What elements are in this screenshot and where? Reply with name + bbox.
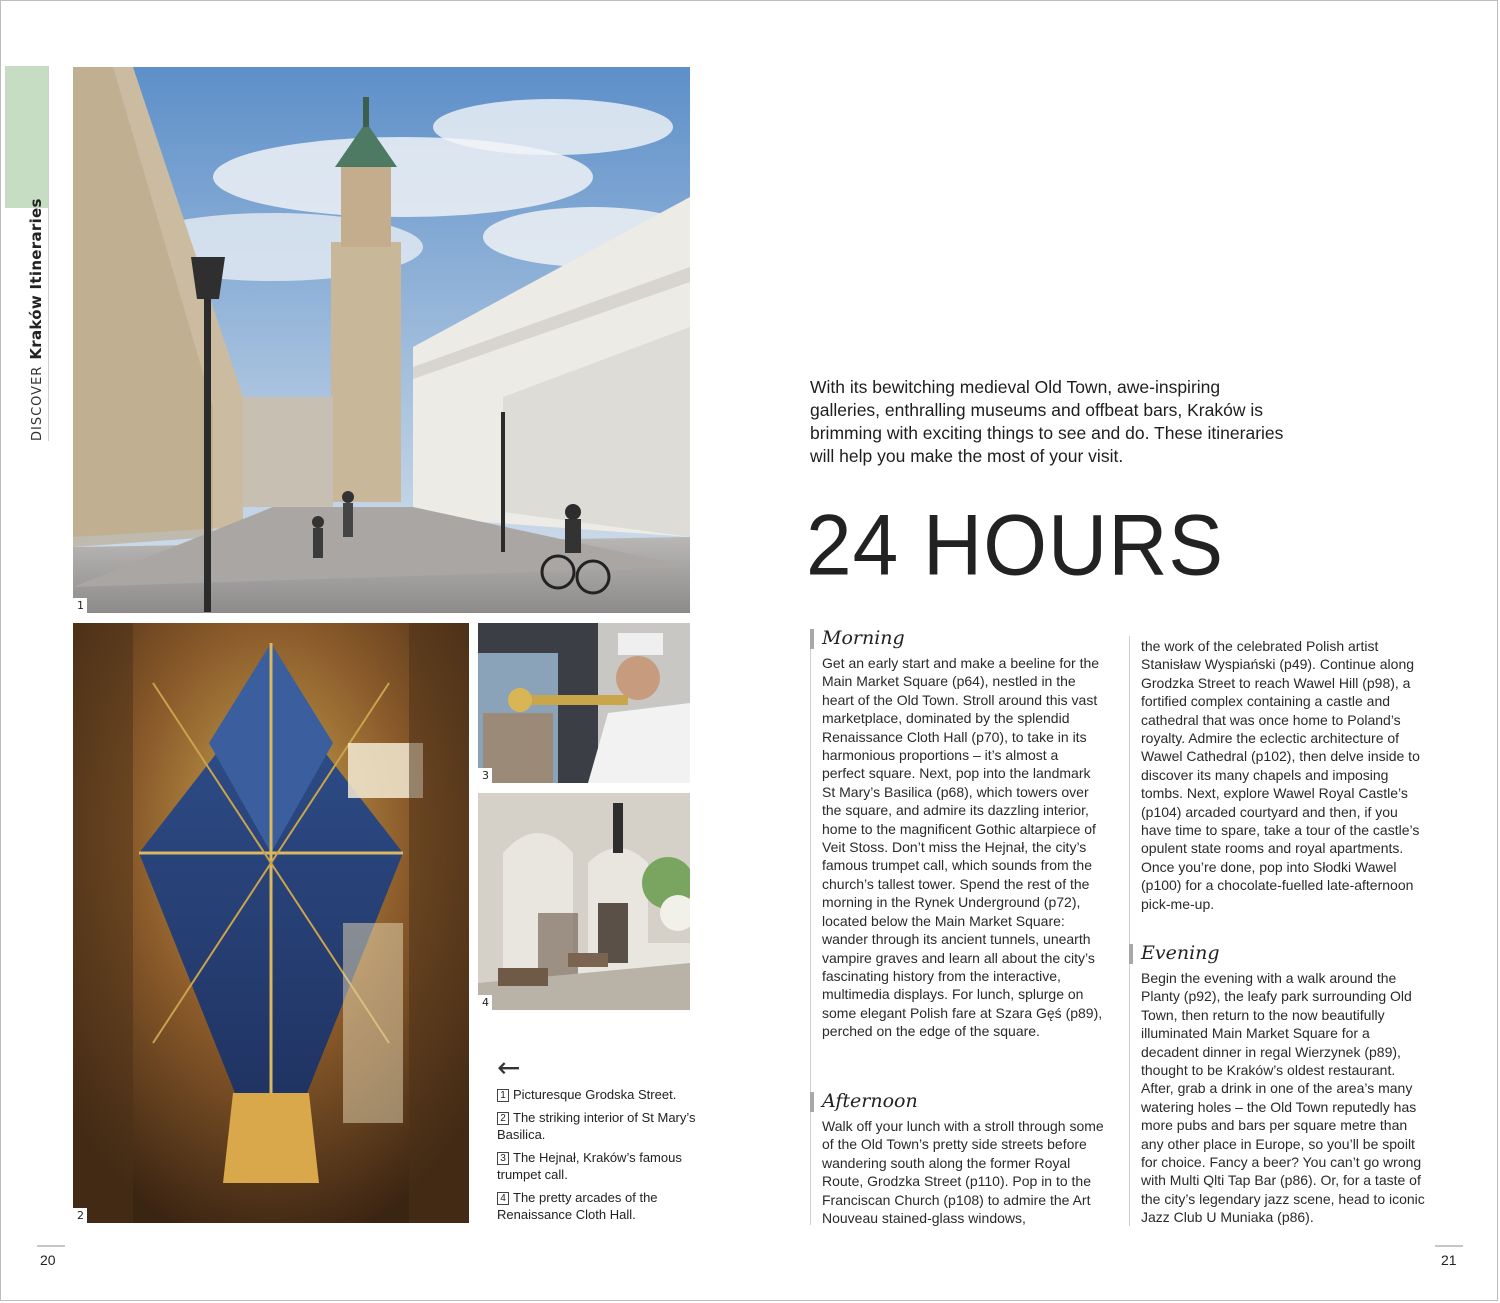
column-rule (1129, 636, 1130, 1226)
page-number-right: 21 (1441, 1252, 1457, 1268)
section-afternoon (822, 1091, 1104, 1227)
photo-number: 2 (73, 1208, 87, 1223)
caption-item (497, 1086, 697, 1103)
side-divider (48, 66, 49, 441)
page-heading: 24 HOURS (806, 497, 1225, 594)
column-left (822, 628, 1104, 1041)
section-tab (5, 66, 48, 208)
photo-number: 1 (73, 598, 87, 613)
chapter-label: Kraków Itineraries (27, 198, 45, 360)
section-title: Afternoon (822, 1091, 1104, 1111)
photo-grodzka-street (73, 67, 690, 613)
page-number-left: 20 (40, 1252, 56, 1268)
caption-text: The striking interior of St Mary’s Basilica. (497, 1110, 696, 1142)
photo-number: 4 (478, 995, 492, 1010)
intro-paragraph: With its bewitching medieval Old Town, awe-inspiring galleries, enthralling museums and offbeat bars, Kraków is brimming with exciting things to see and do. These itineraries will help you make the most of your visit. (810, 377, 1284, 466)
section-morning (822, 628, 1104, 1041)
caption-number: 1 (497, 1089, 509, 1102)
caption-item (497, 1149, 697, 1183)
section-evening (1141, 943, 1426, 1227)
column-left-lower (822, 1091, 1104, 1227)
page-number-rule (37, 1245, 65, 1247)
page-number-rule (1435, 1245, 1463, 1247)
photo-basilica-interior (73, 623, 469, 1223)
section-body-continued: the work of the celebrated Polish artist Stanisław Wyspiański (p49). Continue along Grodzka Street to reach Wawel Hill (p98), a fortified complex containing a castle and cathedral that was once home to Poland’s royalty. Admire the eclectic architecture of Wawel Cathedral (p102), then delve inside to discover its many chapels and imposing tombs. Next, explore Wawel Royal Castle’s (p104) arcaded courtyard and then, if you have time to spare, take a tour of the castle’s opulent state rooms and royal apartments. Once you’re done, pop into Słodki Wawel (p100) for a chocolate-fuelled late-afternoon pick-me-up. (1141, 638, 1420, 912)
photo-cloth-hall-arcades (478, 793, 690, 1010)
caption-text: The pretty arcades of the Renaissance Cloth Hall. (497, 1190, 658, 1222)
caption-text: Picturesque Grodska Street. (513, 1087, 677, 1102)
photo-number: 3 (478, 768, 492, 783)
arrow-left-icon: ← (497, 1051, 521, 1084)
section-title: Morning (822, 628, 1104, 648)
column-right (1141, 637, 1426, 913)
caption-number: 4 (497, 1192, 509, 1205)
caption-number: 2 (497, 1112, 509, 1125)
caption-number: 3 (497, 1152, 509, 1165)
caption-item (497, 1189, 697, 1223)
section-body: Get an early start and make a beeline for the Main Market Square (p64), nestled in the heart of the Old Town. Stroll around this vast marketplace, dominated by the splendid Renaissance Cloth Hall (p70), to take in its harmonious proportions – it’s almost a perfect square. Next, pop into the landmark St Mary’s Basilica (p68), which towers over the square, and admire its dazzling interior, home to the magnificent Gothic altarpiece of Veit Stoss. Don’t miss the Hejnał, the city’s famous trumpet call, which sounds from the church’s tallest tower. Spend the rest of the morning in the Rynek Underground (p72), located below the Main Market Square: wander through its ancient tunnels, unearth vampire graves and learn all about the city’s fascinating history from the interactive, multimedia displays. For lunch, splurge on some elegant Polish fare at Szara Gęś (p89), perched on the edge of the square. (822, 655, 1103, 1040)
section-body: Begin the evening with a walk around the Planty (p92), the leafy park surrounding Old Town, then return to the now beautifully illuminated Main Market Square for a decadent dinner in regal Wierzynek (p89), thought to be Kraków’s oldest restaurant. After, grab a drink in one of the area’s many watering holes – the Old Town reputedly has more pubs and bars per square metre than any other place in Europe, so you’ll be spoilt for choice. Fancy a beer? You can’t go wrong with Multi Qlti Tap Bar (p86). Or, for a taste of the city’s legendary jazz scene, head to iconic Jazz Club U Muniaka (p86). (1141, 970, 1425, 1226)
section-title: Evening (1141, 943, 1426, 963)
caption-text: The Hejnał, Kraków’s famous trumpet call. (497, 1150, 682, 1182)
caption-item (497, 1109, 697, 1143)
caption-list (497, 1086, 697, 1229)
section-body: Walk off your lunch with a stroll through some of the Old Town’s pretty side streets before wandering south along the former Royal Route, Grodzka Street (p110). Pop in to the Franciscan Church (p108) to admire the Art Nouveau stained-glass windows, (822, 1118, 1104, 1227)
column-right-lower (1141, 943, 1426, 1227)
photo-trumpeter (478, 623, 690, 783)
running-header (27, 198, 45, 441)
section-label: DISCOVER (30, 365, 45, 441)
column-rule (810, 630, 811, 1225)
